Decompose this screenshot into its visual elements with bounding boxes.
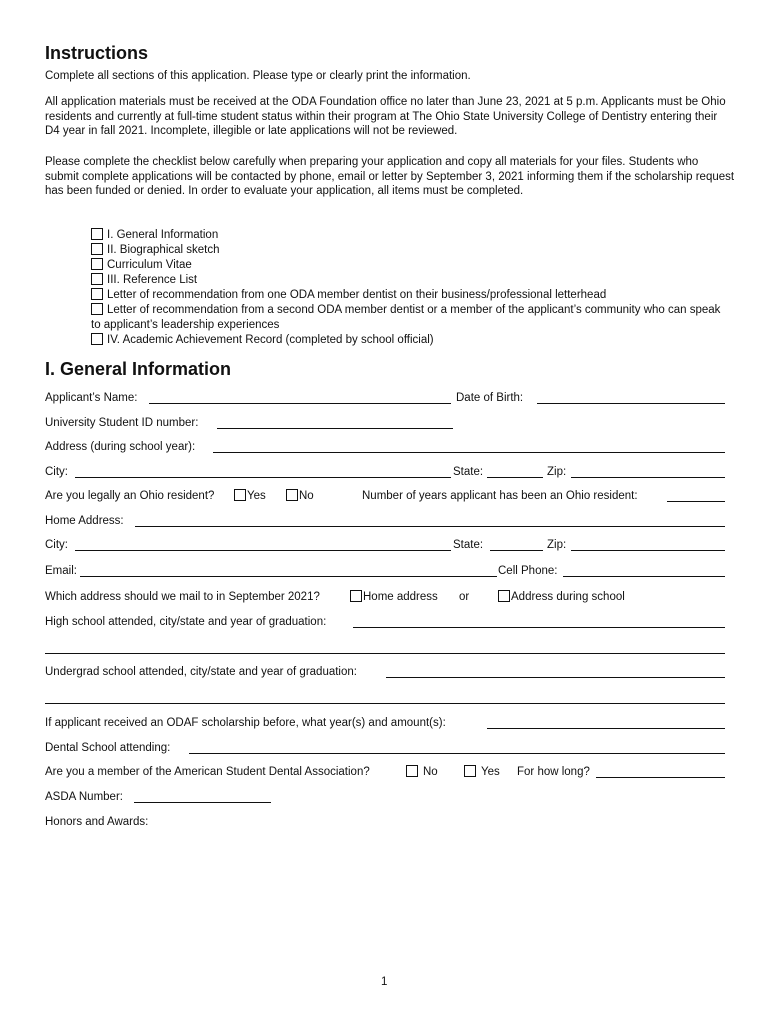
checklist-item[interactable]: I. General Information (91, 228, 731, 243)
dental-school-field[interactable] (189, 753, 725, 754)
student-id-field[interactable] (217, 428, 453, 429)
page-number: 1 (381, 976, 388, 988)
high-school-label: High school attended, city/state and year of graduation: (45, 616, 327, 628)
checkbox[interactable] (406, 765, 418, 777)
zip-field[interactable] (571, 477, 725, 478)
mail-or-text: or (459, 591, 470, 603)
honors-awards-label: Honors and Awards: (45, 816, 149, 828)
checklist-item[interactable]: Letter of recommendation from one ODA member dentist on their business/professional letterhead (91, 288, 731, 303)
applicant-name-label: Applicant’s Name: (45, 392, 138, 404)
home-address-label: Home Address: (45, 515, 124, 527)
city-label: City: (45, 466, 68, 478)
checkbox[interactable] (91, 333, 103, 345)
asda-number-field[interactable] (134, 802, 271, 803)
home-state-field[interactable] (490, 550, 543, 551)
high-school-field[interactable] (353, 627, 725, 628)
mail-home-option[interactable]: Home address (350, 590, 438, 604)
school-address-label: Address (during school year): (45, 441, 196, 453)
date-of-birth-label: Date of Birth: (456, 392, 524, 404)
odaf-scholarship-label: If applicant received an ODAF scholarship before, what year(s) and amount(s): (45, 717, 446, 729)
instructions-heading: Instructions (45, 43, 149, 63)
undergrad-field[interactable] (386, 677, 725, 678)
general-information-heading: I. General Information (45, 359, 232, 379)
asda-yes-option[interactable]: Yes (464, 765, 500, 779)
ohio-resident-yes[interactable]: Yes (234, 489, 266, 503)
instructions-paragraph-deadline: All application materials must be received at the ODA Foundation office no later than June 23, 2021 at 5 p.m. Applicants must be Ohio residents and currently at full-time student status within their program at The Ohio State University College of Dentistry entering their D4 year in fall 2021. Incomplete, illegible or late applications will not be reviewed. (45, 96, 726, 137)
checklist-item[interactable]: II. Biographical sketch (91, 243, 731, 258)
home-state-label: State: (453, 539, 484, 551)
high-school-field-continued[interactable] (45, 653, 725, 654)
home-address-field[interactable] (135, 526, 725, 527)
home-zip-field[interactable] (571, 550, 725, 551)
checkbox[interactable] (234, 489, 246, 501)
school-address-field[interactable] (213, 452, 725, 453)
state-field[interactable] (487, 477, 543, 478)
checklist (91, 228, 731, 348)
ohio-resident-question: Are you legally an Ohio resident? (45, 490, 215, 502)
how-long-label: For how long? (517, 766, 590, 778)
checkbox[interactable] (91, 258, 103, 270)
email-label: Email: (45, 565, 77, 577)
checkbox[interactable] (91, 228, 103, 240)
mail-school-option[interactable]: Address during school (498, 590, 625, 604)
zip-label: Zip: (547, 466, 567, 478)
student-id-label: University Student ID number: (45, 417, 199, 429)
checklist-item[interactable]: Letter of recommendation from a second ODA member dentist or a member of the applicant’s community who can speak to applicant’s leadership experiences (91, 304, 721, 331)
checkbox[interactable] (350, 590, 362, 602)
years-resident-field[interactable] (667, 501, 725, 502)
applicant-name-field[interactable] (149, 403, 451, 404)
email-field[interactable] (80, 576, 497, 577)
years-resident-label: Number of years applicant has been an Ohio resident: (362, 490, 638, 502)
checkbox[interactable] (464, 765, 476, 777)
checkbox[interactable] (91, 273, 103, 285)
cell-phone-field[interactable] (563, 576, 725, 577)
date-of-birth-field[interactable] (537, 403, 725, 404)
asda-member-question: Are you a member of the American Student Dental Association? (45, 766, 370, 778)
odaf-scholarship-field[interactable] (487, 728, 725, 729)
city-field[interactable] (75, 477, 451, 478)
checkbox[interactable] (286, 489, 298, 501)
asda-number-label: ASDA Number: (45, 791, 123, 803)
checklist-item[interactable]: Curriculum Vitae (91, 258, 731, 273)
undergrad-label: Undergrad school attended, city/state and year of graduation: (45, 666, 357, 678)
dental-school-label: Dental School attending: (45, 742, 171, 754)
instructions-line: Complete all sections of this application. Please type or clearly print the information. (45, 70, 471, 82)
home-city-field[interactable] (75, 550, 451, 551)
checkbox[interactable] (91, 303, 103, 315)
checkbox[interactable] (498, 590, 510, 602)
home-zip-label: Zip: (547, 539, 567, 551)
checklist-item[interactable]: III. Reference List (91, 273, 731, 288)
state-label: State: (453, 466, 484, 478)
ohio-resident-no[interactable]: No (286, 489, 314, 503)
asda-no-option[interactable]: No (406, 765, 438, 779)
checkbox[interactable] (91, 288, 103, 300)
home-city-label: City: (45, 539, 68, 551)
undergrad-field-continued[interactable] (45, 703, 725, 704)
mail-address-question: Which address should we mail to in September 2021? (45, 591, 320, 603)
cell-phone-label: Cell Phone: (498, 565, 558, 577)
how-long-field[interactable] (596, 777, 725, 778)
checklist-item[interactable]: IV. Academic Achievement Record (completed by school official) (91, 333, 731, 348)
instructions-paragraph-checklist: Please complete the checklist below carefully when preparing your application and copy all materials for your files. Students who submit complete applications will be contacted by phone, email or letter by September 3, 2021 informing them if the scholarship request has been funded or denied. In order to evaluate your application, all items must be completed. (45, 156, 735, 197)
checkbox[interactable] (91, 243, 103, 255)
